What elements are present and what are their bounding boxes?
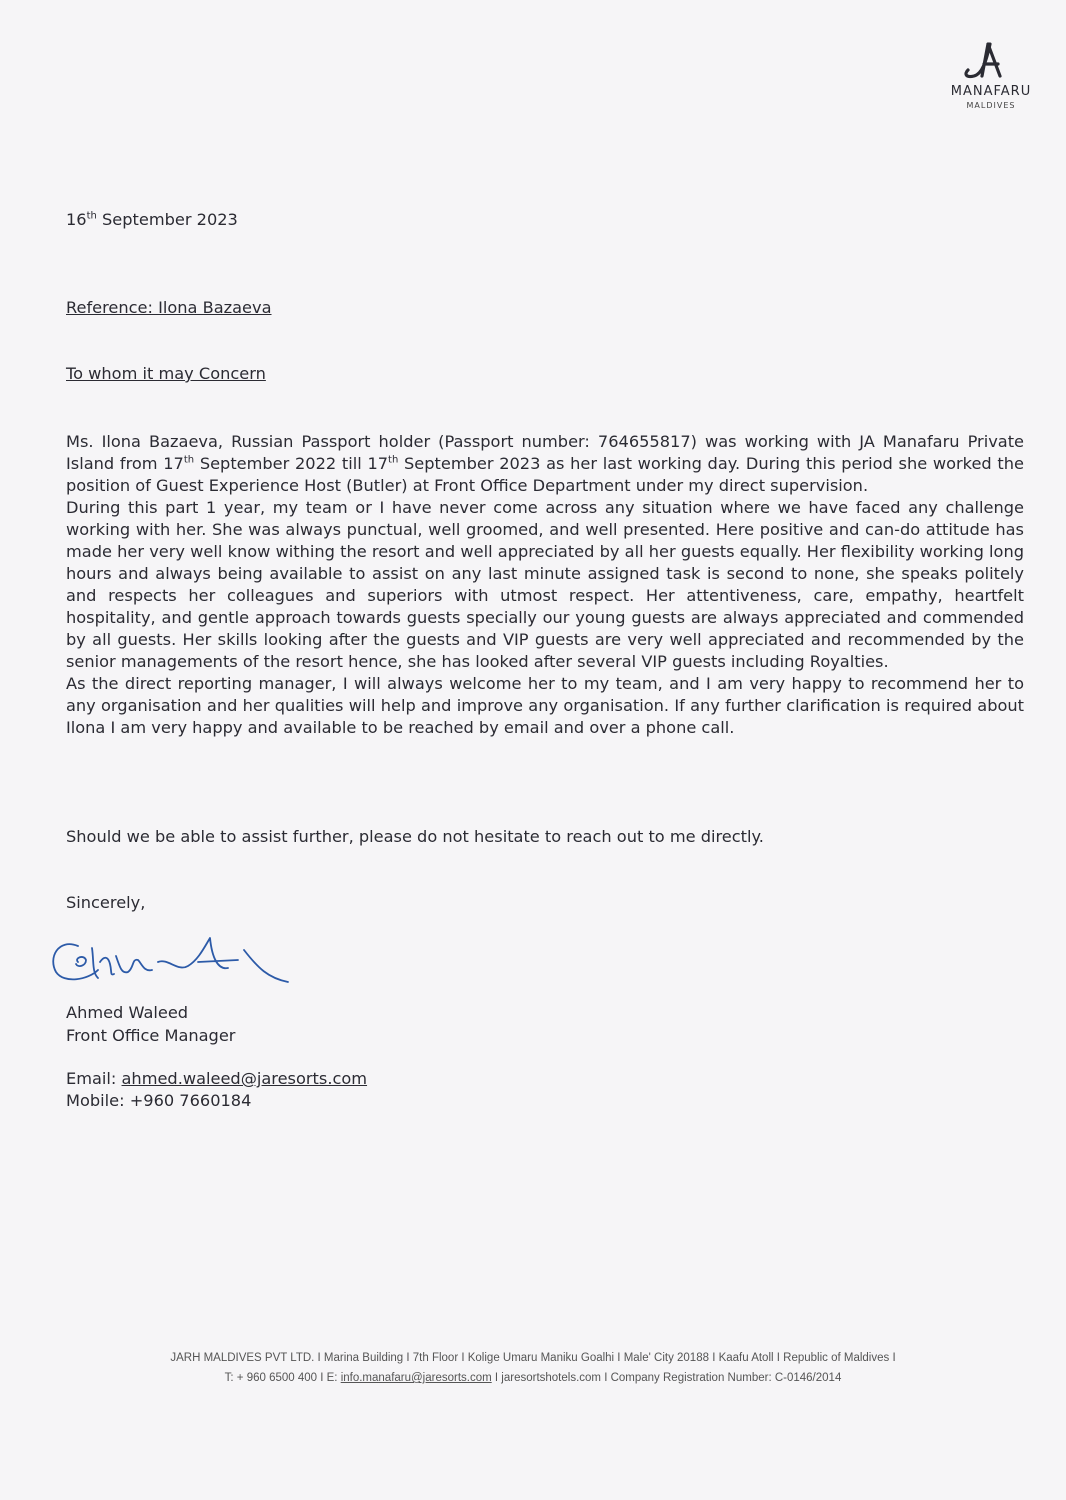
contact-block [66,1068,1024,1112]
email-line [66,1068,1024,1090]
mobile-number: +960 7660184 [129,1091,252,1110]
p1-sup-2: th [388,454,399,466]
closing-line: Should we be able to assist further, please do not hesitate to reach out to me directly. [66,827,764,846]
signer-block [66,1001,1024,1047]
mobile-line [66,1090,1024,1112]
paragraph-1 [66,431,1024,497]
date-month-year: September 2023 [96,210,238,229]
signer-title: Front Office Manager [66,1026,236,1045]
footer-registration: I jaresortshotels.com I Company Registration Number: C-0146/2014 [491,1372,842,1384]
p1-text-c: September 2023 as her last working day. During this period she worked the position of Guest Experience Host (Butler) at Front Office Department under my direct supervision. [66,454,1024,495]
sign-off: Sincerely, [66,893,146,912]
company-logo [946,40,1036,110]
date-day: 16 [66,210,87,229]
salutation: To whom it may Concern [66,364,266,383]
email-link[interactable]: ahmed.waleed@jaresorts.com [121,1069,368,1088]
footer-phone: T: + 960 6500 400 I E: [224,1372,341,1384]
footer-address: JARH MALDIVES PVT LTD. I Marina Building I 7th Floor I Kolige Umaru Maniku Goalhi I Male' City 20188 I Kaafu Atoll I Republic of Maldives I [170,1352,896,1364]
date-suffix: th [86,210,97,222]
paragraph-3: As the direct reporting manager, I will always welcome her to my team, and I am very happy to recommend her to any organisation and her qualities will help and improve any organisation. If any further clarification is required about Ilona I am very happy and available to be reached by email and over a phone call. [66,674,1024,737]
email-label: Email: [66,1069,122,1088]
mobile-label: Mobile: [66,1091,130,1110]
logo-location: MALDIVES [966,101,1016,110]
p1-text-a: Ms. Ilona Bazaeva, Russian Passport holder (Passport number: 764655817) was working with JA Manafaru Private Island from 17 [66,432,1024,473]
p1-sup-1: th [183,454,195,466]
footer-email-link[interactable]: info.manafaru@jaresorts.com [340,1372,492,1384]
ja-monogram-icon [960,40,1022,80]
logo-brand-name: MANAFARU [950,84,1032,99]
signer-name: Ahmed Waleed [66,1003,189,1022]
letter-body [66,431,1024,739]
handwritten-signature [48,928,298,998]
paragraph-2: During this part 1 year, my team or I have never come across any situation where we have faced any challenge working with her. She was always punctual, well groomed, and well presented. Here positive and can-do attitude has made her very well know withing the resort and well appreciated by all her guests equally. Her flexibility working long hours and always being available to assist on any last minute assigned task is second to none, she speaks politely and respects her colleagues and superiors with utmost respect. Her attentiveness, care, empathy, heartfelt hospitality, and gentle approach towards guests specially our young guests are always appreciated and commended by all guests. Her skills looking after the guests and VIP guests are very well appreciated and recommended by the senior managements of the resort hence, she has looked after several VIP guests including Royalties. [66,498,1024,671]
letter-date [66,209,1024,231]
p1-text-b: September 2022 till 17 [194,454,389,473]
reference-line: Reference: Ilona Bazaeva [66,298,272,317]
footer-contact [0,1372,1066,1384]
